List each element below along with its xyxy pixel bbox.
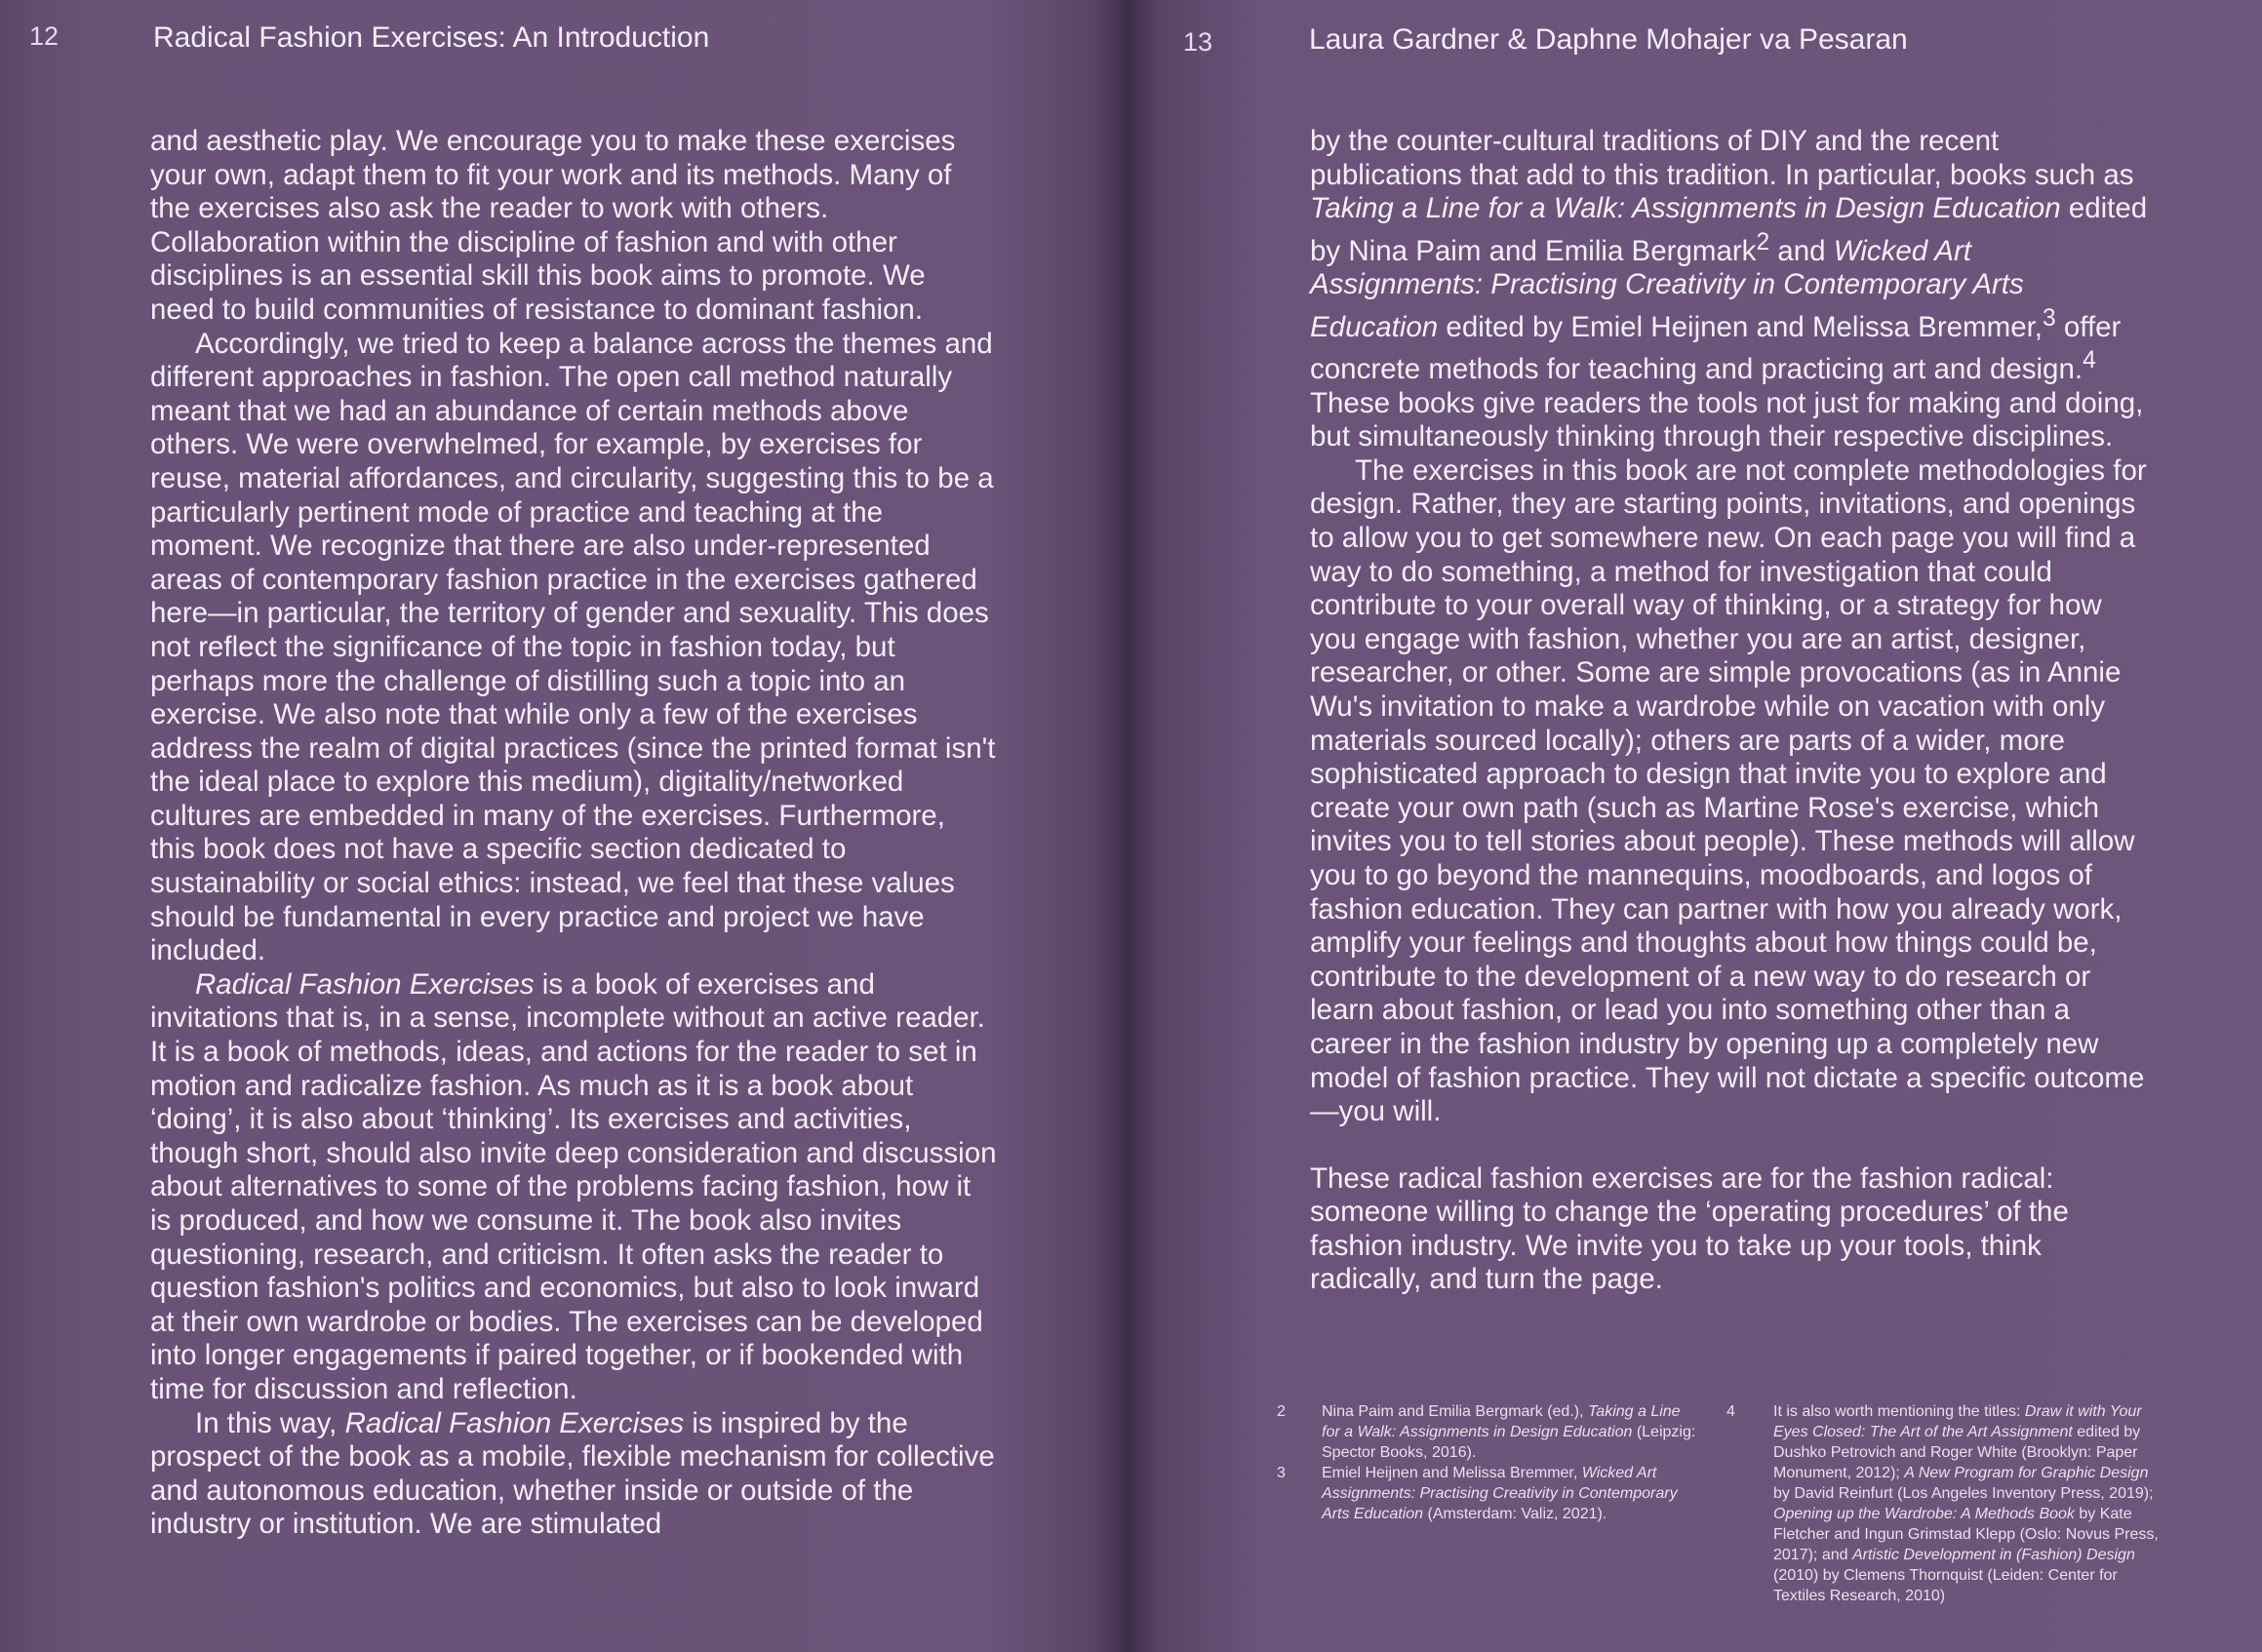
page-number: 12 — [29, 21, 60, 51]
footnote-ref: 2 — [1756, 228, 1770, 256]
book-title: Radical Fashion Exercises — [195, 967, 535, 1001]
footnote: 3 Emiel Heijnen and Melissa Bremmer, Wicked Art Assignments: Practising Creativity in Contemporary Arts Education (Amsterdam: Valiz, 2021). — [1277, 1465, 1678, 1522]
footnote-ref: 4 — [2083, 347, 2096, 374]
footnote-number: 2 — [1277, 1403, 1286, 1420]
footnote: 2 Nina Paim and Emilia Bergmark (ed.), Taking a Line for a Walk: Assignments in Design Education (Leipzig: Spector Books, 2016). — [1277, 1403, 1696, 1461]
body-text — [1310, 125, 2149, 1297]
footnote: 4 It is also worth mentioning the titles: Draw it with Your Eyes Closed: The Art of the Art Assignment edited by Dushko Petrovich and Roger White (Brooklyn: Paper Monument, 2012); A New Program for Graphic Design by David Reinfurt (Los Angeles Inventory Press, 2019); Opening up the Wardrobe: A Methods Book by Kate Fletcher and Ingun Grimstad Klepp (Oslo: Novus Press, 2017); and Artistic Development in (Fashion) Design (2010) by Clemens Thornquist (Leiden: Center for Textiles Research, 2010) — [1726, 1403, 2159, 1604]
footnotes-column — [1726, 1401, 2161, 1606]
book-title: Wicked Art Assignments: Practising Creativity in Contemporary Arts Education — [1310, 234, 2024, 343]
footnote-number: 4 — [1726, 1403, 1735, 1420]
page-number: 13 — [1183, 27, 1213, 57]
book-title: Taking a Line for a Walk: Assignments in Design Education — [1310, 192, 2061, 225]
paragraph: These radical fashion exercises are for the fashion radical: someone willing to change the ‘operating procedures’ of the fashion industry. We invite you to take up your tools, think radically, and turn the page. — [1310, 1161, 2069, 1296]
left-page — [0, 0, 1127, 1652]
paragraph: Radical Fashion Exercises is a book of exercises and invitations that is, in a sense, incomplete without an active reader. It is a book of methods, ideas, and actions for the reader to set in motion and radicalize fashion. As much as it is a book about ‘doing’, it is also about ‘thinking’. Its exercises and activities, though short, should also invite deep consideration and discussion about alternatives to some of the problems facing fashion, how it is produced, and how we consume it. The book also invites questioning, research, and criticism. It often asks the reader to question fashion's politics and economics, but also to look inward at their own wardrobe or bodies. The exercises can be developed into longer engagements if paired together, or if bookended with time for discussion and reflection. — [150, 967, 997, 1405]
paragraph: In this way, Radical Fashion Exercises is inspired by the prospect of the book as a mobile, flexible mechanism for collective and autonomous education, whether inside or outside of the industry or institution. We are stimulated — [150, 1406, 995, 1541]
running-head: Laura Gardner & Daphne Mohajer va Pesaran — [1309, 23, 1908, 56]
paragraph: Accordingly, we tried to keep a balance across the themes and different approaches in fashion. The open call method naturally meant that we had an abundance of certain methods above others. We were overwhelmed, for example, by exercises for reuse, material affordances, and circularity, suggesting this to be a particularly pertinent mode of practice and teaching at the moment. We recognize that there are also under-represented areas of contemporary fashion practice in the exercises gathered here—in particular, the territory of gender and sexuality. This does not reflect the significance of the topic in fashion today, but perhaps more the challenge of distilling such a topic into an exercise. We also note that while only a few of the exercises address the realm of digital practices (since the printed format isn't the ideal place to explore this medium), digitality/networked cultures are embedded in many of the exercises. Furthermore, this book does not have a specific section dedicated to sustainability or social ethics: instead, we feel that these values should be fundamental in every practice and project we have included. — [150, 327, 996, 967]
footnote-number: 3 — [1277, 1465, 1286, 1481]
body-text — [150, 125, 997, 1542]
paragraph: and aesthetic play. We encourage you to make these exercises your own, adapt them to fit your work and its methods. Many of the exercises also ask the reader to work with others. Collaboration within the discipline of fashion and with other disciplines is an essential skill this book aims to promote. We need to build communities of resistance to dominant fashion. — [150, 125, 956, 326]
paragraph: The exercises in this book are not complete methodologies for design. Rather, they are starting points, invitations, and openings to allow you to get somewhere new. On each page you will find a way to do something, a method for investigation that could contribute to your overall way of thinking, or a strategy for how you engage with fashion, whether you are an artist, designer, researcher, or other. Some are simple provocations (as in Annie Wu's invitation to make a wardrobe while on vacation with only materials sourced locally); others are parts of a wider, more sophisticated approach to design that invite you to explore and create your own path (such as Martine Rose's exercise, which invites you to tell stories about people). These methods will allow you to go beyond the mannequins, moodboards, and logos of fashion education. They can partner with how you already work, amplify your feelings and thoughts about how things could be, contribute to the development of a new way to do research or learn about fashion, or lead you into something other than a career in the fashion industry by opening up a completely new model of fashion practice. They will not dictate a specific outcome—you will. — [1310, 453, 2147, 1128]
footnote-ref: 3 — [2043, 304, 2056, 332]
book-title: Radical Fashion Exercises — [344, 1406, 685, 1439]
running-head: Radical Fashion Exercises: An Introduction — [153, 21, 710, 54]
footnotes-column — [1277, 1401, 1696, 1524]
paragraph: by the counter-cultural traditions of DIY and the recent publications that add to this tradition. In particular, books such as Taking a Line for a Walk: Assignments in Design Education edited by Nina Paim and Emilia Bergmark$^2$ and Wicked Art Assignments: Practising Creativity in Contemporary Arts Education edited by Emiel Heijnen and Melissa Bremmer,$^3$ offer concrete methods for teaching and practicing art and design.$^4$ These books give readers the tools not just for making and doing, but simultaneously thinking through their respective disciplines. — [1310, 125, 2148, 453]
